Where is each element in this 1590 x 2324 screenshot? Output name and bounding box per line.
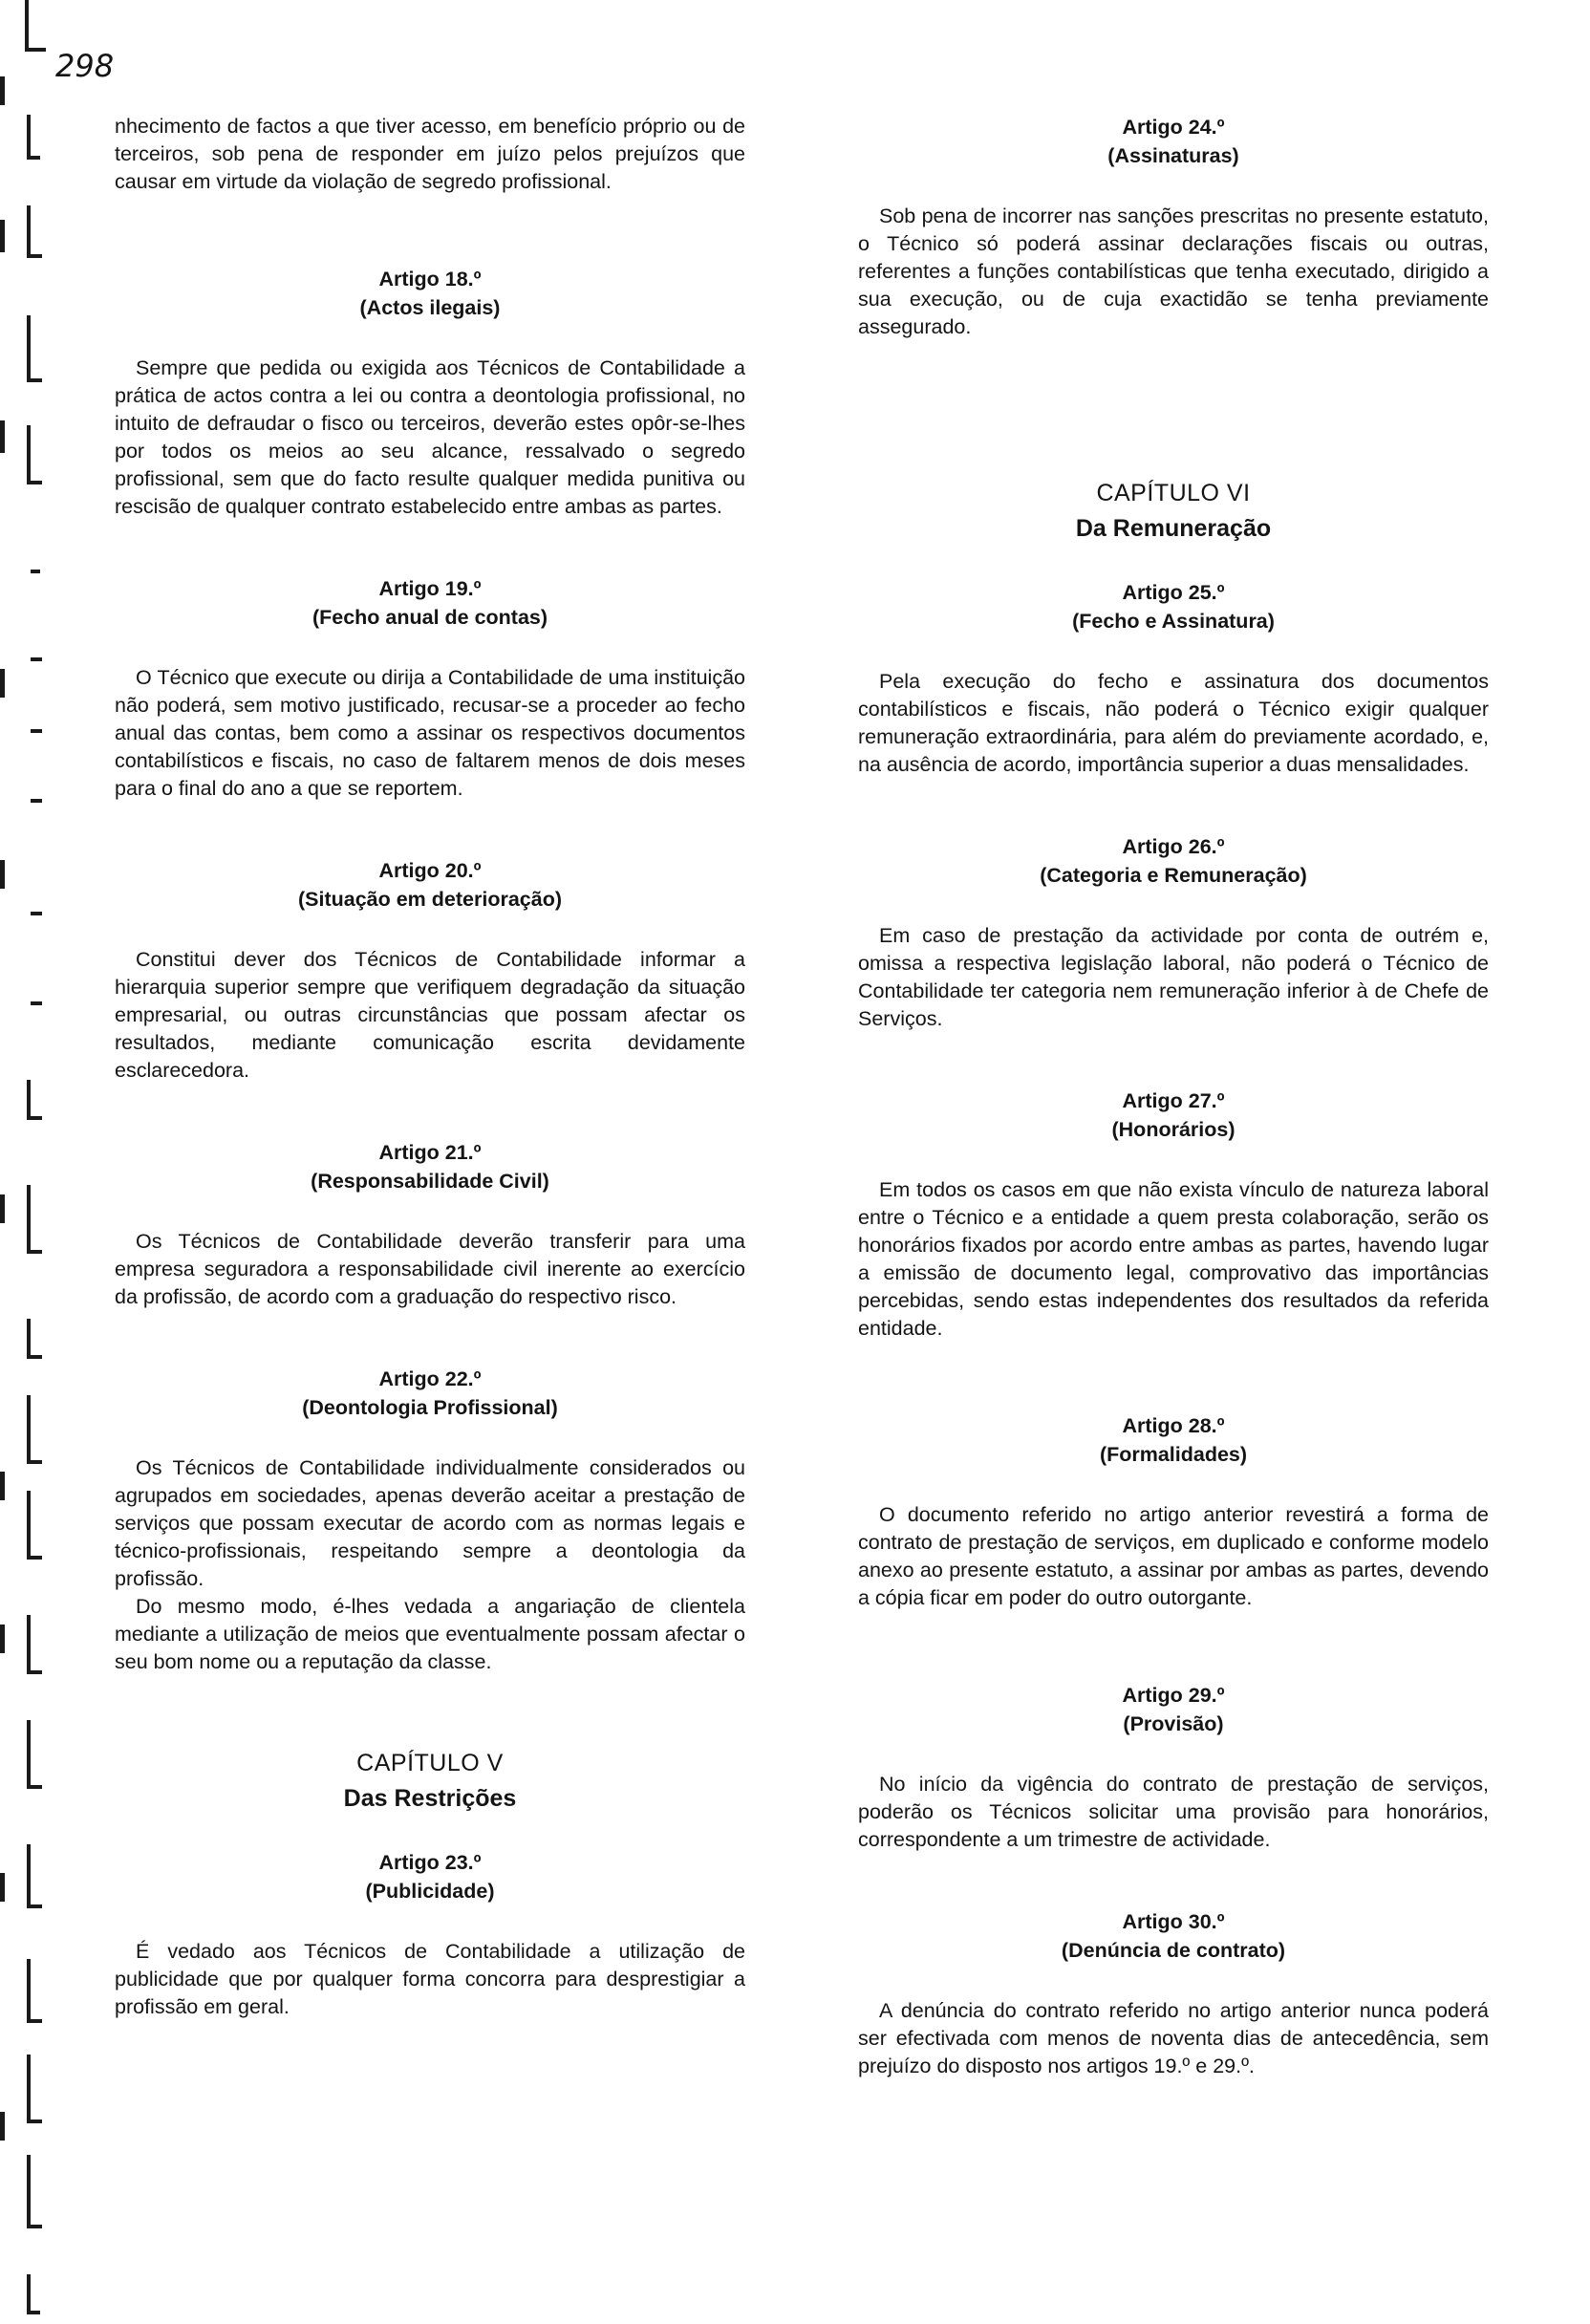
binding-edge-marks bbox=[0, 0, 57, 2324]
article-27-number: Artigo 27.º bbox=[1122, 1089, 1225, 1112]
article-28-title: (Formalidades) bbox=[1099, 1443, 1248, 1466]
article-19-number: Artigo 19.º bbox=[378, 577, 482, 600]
chapter-5-title: Das Restrições bbox=[343, 1785, 517, 1812]
article-29-number: Artigo 29.º bbox=[1122, 1684, 1225, 1707]
article-28-text: O documento referido no artigo anterior revestirá a forma de contrato de prestação de serviços, em duplicado e conforme modelo anexo ao presente estatuto, a assinar por ambas as partes, devendo a cópia ficar em poder do outro outorgante. bbox=[858, 1503, 1489, 1609]
article-25-text: Pela execução do fecho e assinatura dos documentos contabilísticos e fiscais, não poderá o Técnico exigir qualquer remuneração extraordinária, para além do previamente acordado, e, na ausência de acordo, importância superior a duas mensalidades. bbox=[858, 670, 1489, 776]
article-24-number: Artigo 24.º bbox=[1122, 116, 1225, 139]
article-27-title: (Honorários) bbox=[1111, 1118, 1235, 1141]
article-30-text: A denúncia do contrato referido no artigo anterior nunca poderá ser efectivada com menos de noventa dias de antecedência, sem prejuízo do disposto nos artigos 19.º e 29.º. bbox=[858, 1999, 1489, 2077]
article-22-text-2: Do mesmo modo, é-lhes vedada a angariação de clientela mediante a utilização de meios que eventualmente possam afectar o seu bom nome ou a reputação da classe. bbox=[115, 1595, 745, 1673]
article-25-number: Artigo 25.º bbox=[1122, 581, 1225, 604]
article-18-title: (Actos ilegais) bbox=[359, 296, 501, 319]
article-18-text: Sempre que pedida ou exigida aos Técnicos de Contabilidade a prática de actos contra a lei ou contra a deontologia profissional, no intuito de defraudar o fisco ou terceiros, deverão estes opôr-se-lhes por todos os meios ao seu alcance, ressalvado o segredo profissional, sem que do facto resulte qualquer medida punitiva ou rescisão de qualquer contrato estabelecido entre ambas as partes. bbox=[115, 356, 745, 518]
chapter-5-heading: CAPÍTULO V bbox=[356, 1750, 504, 1776]
article-22-text-1: Os Técnicos de Contabilidade individualmente considerados ou agrupados em sociedades, apenas deverão aceitar a prestação de serviços que possam executar de acordo com as normas legais e técnico-profissionais, respeitando sempre a deontologia da profissão. bbox=[115, 1456, 745, 1590]
article-20-title: (Situação em deterioração) bbox=[297, 888, 562, 911]
continuation-paragraph: nhecimento de factos a que tiver acesso, em benefício próprio ou de terceiros, sob pena de responder em juízo pelos prejuízos que causar em virtude da violação de segredo profissional. bbox=[115, 115, 745, 193]
chapter-6-title: Da Remuneração bbox=[1075, 515, 1272, 542]
article-26-number: Artigo 26.º bbox=[1122, 835, 1225, 858]
article-24-text: Sob pena de incorrer nas sanções prescritas no presente estatuto, o Técnico só poderá assinar declarações fiscais ou outras, referentes a funções contabilísticas que tenha executado, dirigido a sua execução, ou de cuja exactidão se tenha previamente assegurado. bbox=[858, 204, 1489, 338]
article-24-title: (Assinaturas) bbox=[1107, 144, 1239, 167]
article-21-text: Os Técnicos de Contabilidade deverão transferir para uma empresa seguradora a responsabilidade civil inerente ao exercício da profissão, de acordo com a graduação do respectivo risco. bbox=[115, 1230, 745, 1308]
article-21-number: Artigo 21.º bbox=[378, 1141, 482, 1164]
page-number: 298 bbox=[55, 48, 115, 84]
article-22-title: (Deontologia Profissional) bbox=[302, 1396, 558, 1419]
article-19-title: (Fecho anual de contas) bbox=[312, 606, 548, 629]
article-23-title: (Publicidade) bbox=[365, 1880, 495, 1903]
article-26-text: Em caso de prestação da actividade por conta de outrém e, omissa a respectiva legislação laboral, não poderá o Técnico de Contabilidade ter categoria nem remuneração inferior à de Chefe de Serviços. bbox=[858, 924, 1489, 1030]
article-29-text: No início da vigência do contrato de prestação de serviços, poderão os Técnicos solicitar uma provisão para honorários, correspondente a um trimestre de actividade. bbox=[858, 1773, 1489, 1851]
right-column bbox=[858, 113, 1489, 2080]
article-29-title: (Provisão) bbox=[1123, 1712, 1224, 1735]
article-20-number: Artigo 20.º bbox=[378, 859, 482, 882]
article-21-title: (Responsabilidade Civil) bbox=[311, 1170, 549, 1193]
article-23-text: É vedado aos Técnicos de Contabilidade a utilização de publicidade que por qualquer forma concorra para desprestigiar a profissão em geral. bbox=[115, 1940, 745, 2018]
article-22-number: Artigo 22.º bbox=[378, 1367, 482, 1390]
chapter-6-heading: CAPÍTULO VI bbox=[1096, 480, 1251, 506]
article-18-number: Artigo 18.º bbox=[378, 268, 482, 290]
article-30-title: (Denúncia de contrato) bbox=[1061, 1939, 1286, 1962]
article-19-text: O Técnico que execute ou dirija a Contabilidade de uma instituição não poderá, sem motivo justificado, recusar-se a proceder ao fecho anual das contas, bem como a assinar os respectivos documentos contabilísticos e fiscais, no caso de faltarem menos de dois meses para o final do ano a que se reportem. bbox=[115, 666, 745, 800]
article-20-text: Constitui dever dos Técnicos de Contabilidade informar a hierarquia superior sempre que verifiquem degradação da situação empresarial, ou outras circunstâncias que possam afectar os resultados, mediante comunicação escrita devidamente esclarecedora. bbox=[115, 948, 745, 1082]
article-30-number: Artigo 30.º bbox=[1122, 1910, 1225, 1933]
article-25-title: (Fecho e Assinatura) bbox=[1072, 610, 1275, 633]
article-26-title: (Categoria e Remuneração) bbox=[1040, 864, 1307, 887]
article-28-number: Artigo 28.º bbox=[1122, 1414, 1225, 1437]
left-column bbox=[115, 113, 745, 2021]
article-27-text: Em todos os casos em que não exista vínculo de natureza laboral entre o Técnico e a entidade a quem presta colaboração, serão os honorários fixados por acordo entre ambas as partes, havendo lugar a emissão de documento legal, comprovativo das importâncias percebidas, sendo estas independentes dos resultados da referida entidade. bbox=[858, 1178, 1489, 1340]
article-23-number: Artigo 23.º bbox=[378, 1851, 482, 1874]
